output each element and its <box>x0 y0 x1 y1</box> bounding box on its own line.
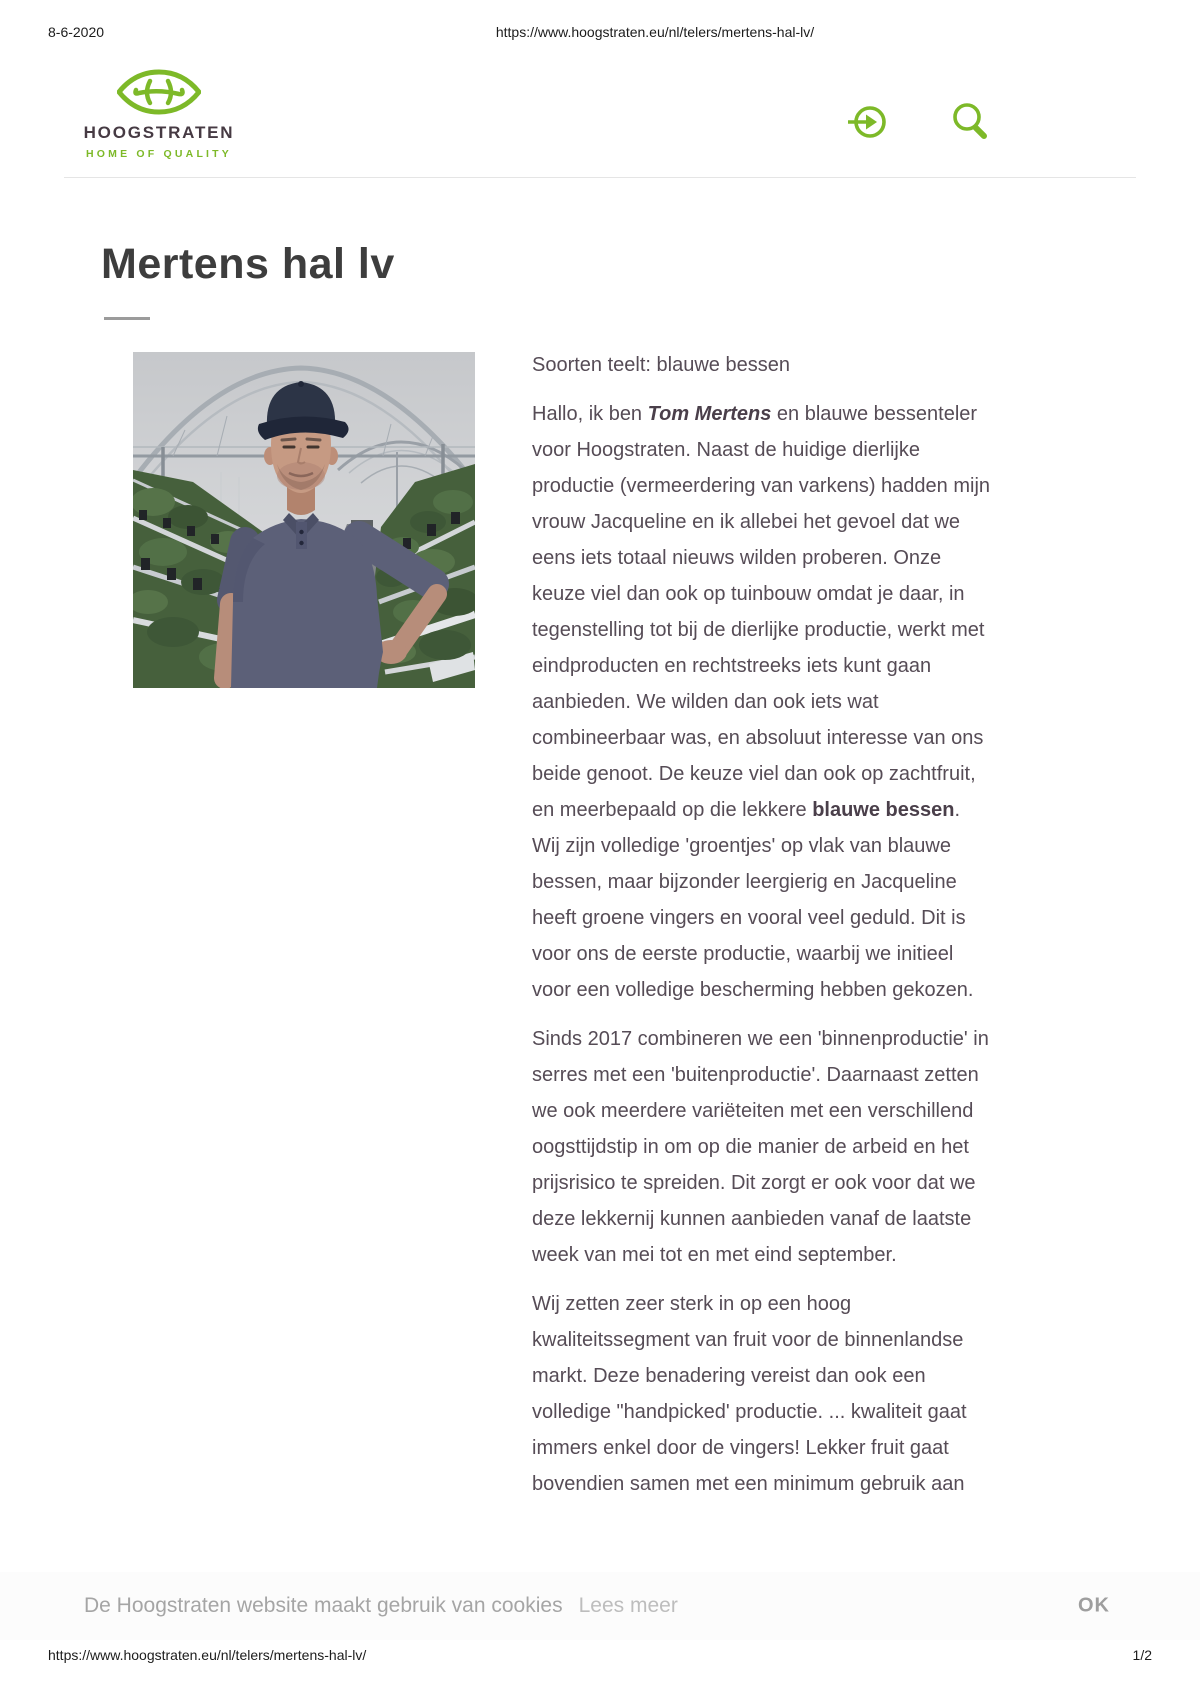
login-button[interactable] <box>846 100 890 144</box>
article-subtitle: Soorten teelt: blauwe bessen <box>532 354 790 376</box>
search-button[interactable] <box>948 100 992 144</box>
article-paragraph-1 <box>532 396 990 1008</box>
grower-photo <box>133 352 475 688</box>
brand-wordmark: HOOGSTRATEN <box>83 123 235 142</box>
search-icon <box>948 100 992 144</box>
p1-text-2: en blauwe bessenteler voor Hoogstraten. Naast de huidige dierlijke productie (vermeerdering van varkens) hadden mijn vrouw Jacqueline en ik allebei het gevoel dat we eens iets totaal nieuws wilden proberen. Onze keuze viel dan ook op tuinbouw omdat je daar, in tegenstelling tot bij de dierlijke productie, werkt met eindproducten en rechtstreeks iets kunt gaan aanbieden. We wilden dan ook iets wat combineerbaar was, en absoluut interesse van ons beide genoot. De keuze viel dan ook op zachtfruit, en meerbepaald op die lekkere <box>532 403 991 821</box>
header-divider <box>64 177 1136 178</box>
page-title: Mertens hal lv <box>101 240 395 288</box>
article-body <box>532 347 990 1502</box>
login-icon <box>846 100 890 144</box>
p1-text-1: Hallo, ik ben <box>532 403 648 425</box>
p1-text-3: . Wij zijn volledige 'groentjes' op vlak van blauwe bessen, maar bijzonder leergierig en Jacqueline heeft groene vingers en vooral veel geduld. Dit is voor ons de eerste productie, waarbij we initieel voor een volledige bescherming hebben gekozen. <box>532 799 974 1001</box>
print-footer-url: https://www.hoogstraten.eu/nl/telers/mertens-hal-lv/ <box>48 1647 367 1663</box>
product-name: blauwe bessen <box>812 799 955 821</box>
hoogstraten-logo-icon <box>117 68 201 116</box>
title-underline <box>104 317 150 320</box>
grower-name: Tom Mertens <box>647 403 772 425</box>
cookie-ok-button[interactable]: OK <box>1072 1594 1116 1619</box>
print-date: 8-6-2020 <box>48 24 105 40</box>
cookie-read-more-link[interactable]: Lees meer <box>578 1594 678 1617</box>
cookie-banner <box>0 1572 1200 1640</box>
site-logo[interactable] <box>79 68 239 160</box>
print-header-url: https://www.hoogstraten.eu/nl/telers/mertens-hal-lv/ <box>495 24 815 40</box>
cookie-message: De Hoogstraten website maakt gebruik van cookies <box>84 1594 563 1617</box>
print-page-indicator: 1/2 <box>1132 1647 1152 1663</box>
article-paragraph-2: Sinds 2017 combineren we een 'binnenproductie' in serres met een 'buitenproductie'. Daarnaast zetten we ook meerdere variëteiten met een verschillend oogsttijdstip in om op die manier de arbeid en het prijsrisico te spreiden. Dit zorgt er ook voor dat we deze lekkernij kunnen aanbieden vanaf de laatste week van mei tot en met eind september. <box>532 1028 989 1266</box>
brand-tagline: HOME OF QUALITY <box>86 148 232 160</box>
article-paragraph-3: Wij zetten zeer sterk in op een hoog kwaliteitssegment van fruit voor de binnenlandse markt. Deze benadering vereist dan ook een volledige "handpicked' productie. ... kwaliteit gaat immers enkel door de vingers! Lekker fruit gaat bovendien samen met een minimum gebruik aan <box>532 1293 967 1495</box>
